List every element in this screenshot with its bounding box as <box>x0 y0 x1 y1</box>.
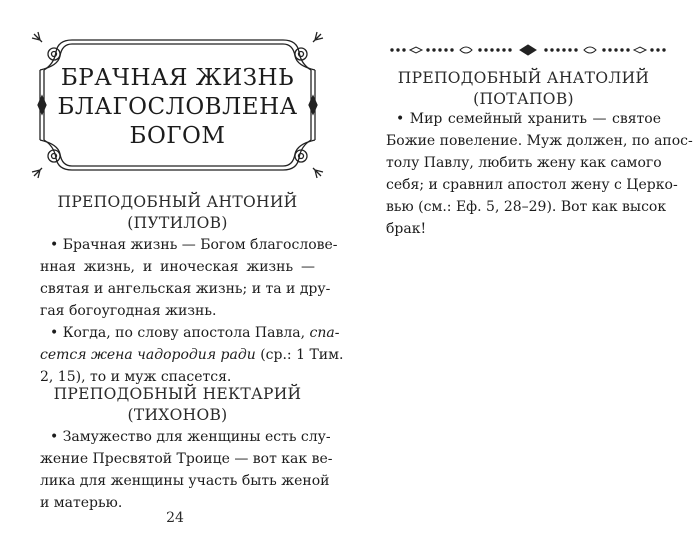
author-name: ПРЕПОДОБНЫЙ АНАТОЛИЙ <box>397 69 650 87</box>
text-line: гая богоугодная жизнь. <box>40 303 217 319</box>
chapter-title-line: БРАЧНАЯ ЖИЗНЬ <box>60 65 295 91</box>
chapter-title <box>30 64 325 151</box>
right-page <box>350 0 700 540</box>
text-line: нная жизнь, и иноческая жизнь — <box>40 259 315 275</box>
text-line: себя; и сравнил апостол жену с Церко- <box>386 177 678 193</box>
text-line: жение Пресвятой Троице — вот как ве- <box>40 451 333 467</box>
author-surname: (ТИХОНОВ) <box>127 406 228 424</box>
page-number: 24 <box>166 510 184 526</box>
text-line <box>40 322 340 344</box>
text-line: 2, 15), то и муж спасется. <box>40 369 232 385</box>
author-heading <box>40 384 315 426</box>
author-heading <box>386 68 661 110</box>
text-line: • Брачная жизнь — Богом благослове- <box>50 237 338 253</box>
ornamental-divider-icon <box>388 44 668 56</box>
author-name: ПРЕПОДОБНЫЙ АНТОНИЙ <box>57 193 298 211</box>
text-line: толу Павлу, любить жену как самого <box>386 155 662 171</box>
chapter-title-line: БОГОМ <box>129 123 226 149</box>
paragraph <box>40 234 338 322</box>
text-line: святая и ангельская жизнь; и та и дру- <box>40 281 331 297</box>
author-heading <box>40 192 315 234</box>
author-name: ПРЕПОДОБНЫЙ НЕКТАРИЙ <box>53 385 302 403</box>
paragraph <box>40 426 333 514</box>
text-fragment: (ср.: 1 Тим. <box>260 347 344 363</box>
italic-quote: спа- <box>309 325 340 341</box>
text-line: брак! <box>386 221 427 237</box>
text-line: вью (см.: Еф. 5, 28–29). Вот как высок <box>386 199 667 215</box>
chapter-title-line: БЛАГОСЛОВЛЕНА <box>57 94 298 120</box>
paragraph <box>40 322 344 388</box>
text-line: • Замужество для женщины есть слу- <box>50 429 331 445</box>
text-line: • Мир семейный хранить — святое <box>396 111 661 127</box>
author-surname: (ПОТАПОВ) <box>473 90 574 108</box>
text-line: Божие повеление. Муж должен, по апос- <box>386 133 693 149</box>
text-line <box>40 344 344 366</box>
paragraph <box>386 108 693 240</box>
author-surname: (ПУТИЛОВ) <box>127 214 228 232</box>
text-line: и матерью. <box>40 495 123 511</box>
italic-quote: сется жена чадородия ради <box>40 347 256 363</box>
text-line: лика для женщины участь быть женой <box>40 473 330 489</box>
text-fragment: • Когда, по слову апостола Павла, <box>50 325 306 341</box>
